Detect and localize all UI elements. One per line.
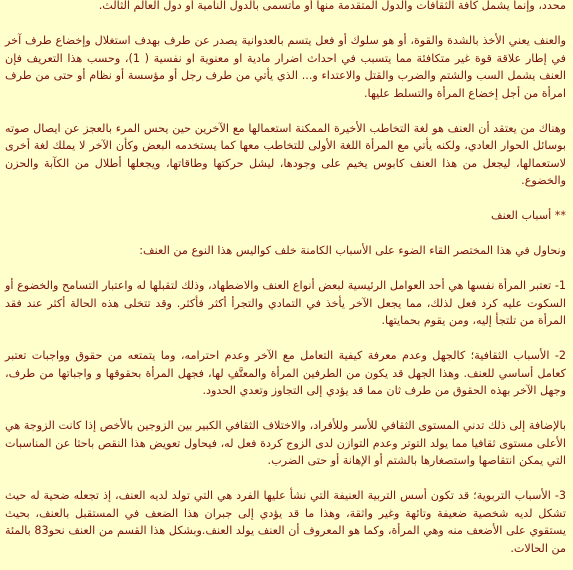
paragraph-cause-2-continued: بالإضافة إلى ذلك تدني المستوى الثقافي للأسر وللأفراد، والاختلاف الثقافي الكبير بين الزوجين بالأخص إذا كانت الزوجة هي الأعلى مستوى ثقافيا مما يولد التوتر وعدم التوازن لدى الزوج كردة فعل له، فيحاول تعويض هذا النقص باحثا عن المناسبات التي يمكن انتقاصها واستصغارها بالشتم أو الإهانة أو حتى الضرب. <box>5 419 566 467</box>
paragraph-causes-intro: ونحاول في هذا المختصر القاء الضوء على الأسباب الكامنة خلف كواليس هذا النوع من العنف: <box>139 244 566 257</box>
paragraph-cause-1: 1- تعتبر المرأة نفسها هي أحد العوامل الرئيسية لبعض أنواع العنف والاضطهاد، وذلك لتقبلها له واعتبار التسامح والخضوع أو السكوت عليه كرد فعل لذلك، مما يجعل الآخر يأخذ في التمادي والتجرأ أكثر فأكثر. وقد تتخلى هذه الحالة أكثر عند فقد المرأة من تلتجأ إليه، ومن يقوم بحمايتها. <box>5 279 566 327</box>
paragraph-cause-3: 3- الأسباب التربوية؛ قد تكون أسس التربية العنيفة التي نشأ عليها الفرد هي التي تولد لديه العنف، إذ تجعله ضحية له حيث تشكل لديه شخصية ضعيفة وتائهة وغير واثقة، وهذا ما قد يؤدي إلى جبران هذا الضعف في المستقبل بالعنف، بحيث يستقوي على الأضعف منه وهي المرأة، وكما هو المعروف أن العنف يولد العنف.وبشكل هذا القسم من العنف نحو83 بالمئة من الحالات. <box>5 489 566 555</box>
paragraph-definition: والعنف يعني الأخذ بالشدة والقوة، أو هو سلوك أو فعل يتسم بالعدوانية يصدر عن طرف بهدف استغلال وإخضاع طرف آخر في إطار علاقة قوة غير متكافئة مما يتسبب في احداث اضرار مادية او معنوية او نفسية ( 1)، وحسب هذا التعريف فإن العنف يشمل السب والشتم والضرب والقتل والاعتداء و... الذي يأتي من طرف رجل أو مؤسسة أو نظام أو حتى من طرف امرأة من أجل إخضاع المرأة والتسلط عليها. <box>5 34 566 100</box>
paragraph-intro-continuation: محدد، وإنما يشمل كافة الثقافات والدول المتقدمة منها أو ماتسمى بالدول النامية أو دول العالم الثالث. <box>98 0 566 12</box>
paragraph-cause-2: 2- الأسباب الثقافية؛ كالجهل وعدم معرفة كيفية التعامل مع الآخر وعدم احترامه، وما يتمتعه من حقوق وواجبات تعتبر كعامل أساسي للعنف. وهذا الجهل قد يكون من الطرفين المرأة والمعتَّفِ لها، فجهل المرأة بحقوقها و واجباتها من طرف، وجهل الآخر بهذه الحقوق من طرف ثان مما قد يؤدي إلى التجاوز وتعدي الحدود. <box>5 349 566 397</box>
paragraph-communication: وهناك من يعتقد أن العنف هو لغة التخاطب الأخيرة الممكنة استعمالها مع الآخرين حين يحس المرء بالعجز عن ايصال صوته بوسائل الحوار العادي، ولكنه يأتي مع المرأة اللغة الأولى للتخاطب معها كما يستخدمه البعض وكأن الآخر لا يملك لغة أخرى لاستعمالها، ليجعل من هذا العنف كابوس يخيم على وجودها، ليشل حركتها وطاقاتها، ويجعلها أطلال من الكآبة والحزن والخضوع. <box>5 121 566 187</box>
section-heading-causes: ** أسباب العنف <box>491 209 566 222</box>
